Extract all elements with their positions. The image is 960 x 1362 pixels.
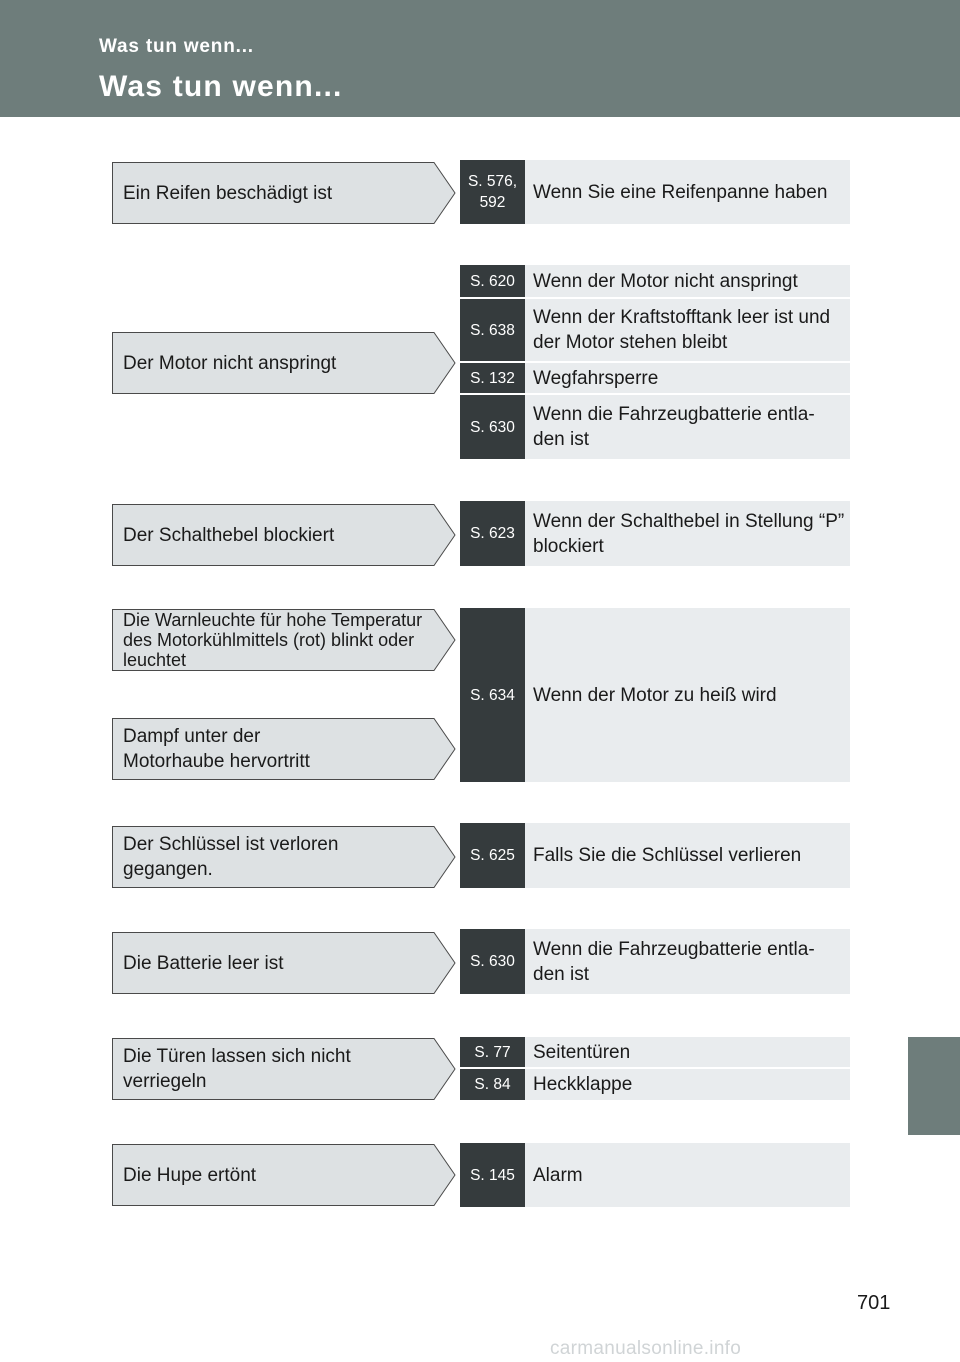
chapter-tab (908, 1037, 960, 1135)
page-number: 701 (857, 1292, 891, 1314)
condition-text: Die Hupe ertönt (123, 1164, 257, 1186)
section-label: Was tun wenn... (99, 36, 254, 57)
page-reference[interactable]: S. 84 (460, 1069, 525, 1100)
page-reference[interactable]: S. 145 (460, 1143, 525, 1207)
page-reference[interactable]: S. 623 (460, 501, 525, 566)
page-reference[interactable]: S. 630 (460, 929, 525, 994)
reference-result: Heckklappe (525, 1069, 850, 1100)
reference-result: Alarm (525, 1143, 850, 1207)
reference-result: Wenn der Schalthebel in Stellung “P” blockiert (525, 501, 850, 566)
page-reference[interactable]: S. 625 (460, 823, 525, 888)
reference-result: Wenn der Motor nicht anspringt (525, 265, 850, 297)
condition-text: Ein Reifen beschädigt ist (123, 182, 333, 204)
condition-text: Die Warnleuchte für hohe Temperatur des Motorkühlmittels (rot) blinkt oder leuchtet (123, 610, 423, 670)
reference-result: Falls Sie die Schlüssel verlieren (525, 823, 850, 888)
reference-result: Wenn der Motor zu heiß wird (525, 608, 850, 782)
condition-text: Der Schalthebel blockiert (123, 524, 335, 546)
condition-text: Die Türen lassen sich nicht verriegeln (123, 1046, 351, 1092)
page-reference[interactable]: S. 576, 592 (460, 160, 525, 224)
condition-text: Dampf unter der Motorhaube hervortritt (123, 726, 310, 772)
page-reference[interactable]: S. 132 (460, 363, 525, 393)
reference-result: Wenn die Fahrzeugbatterie entla-den ist (525, 395, 850, 459)
page-reference[interactable]: S. 77 (460, 1037, 525, 1067)
page-reference[interactable]: S. 634 (460, 608, 525, 782)
reference-result: Seitentüren (525, 1037, 850, 1067)
reference-result: Wenn die Fahrzeugbatterie entla-den ist (525, 929, 850, 994)
page-title: Was tun wenn... (99, 70, 343, 103)
page-reference[interactable]: S. 620 (460, 265, 525, 297)
watermark: carmanualsonline.info (550, 1338, 742, 1359)
condition-text: Die Batterie leer ist (123, 952, 284, 974)
reference-result: Wenn Sie eine Reifenpanne haben (525, 160, 850, 224)
reference-result: Wegfahrsperre (525, 363, 850, 393)
page-header (0, 0, 960, 117)
page-reference[interactable]: S. 638 (460, 299, 525, 361)
condition-text: Der Schlüssel ist verloren gegangen. (123, 834, 339, 880)
page-reference[interactable]: S. 630 (460, 395, 525, 459)
condition-text: Der Motor nicht anspringt (123, 352, 337, 374)
reference-result: Wenn der Kraftstofftank leer ist und der Motor stehen bleibt (525, 299, 850, 361)
